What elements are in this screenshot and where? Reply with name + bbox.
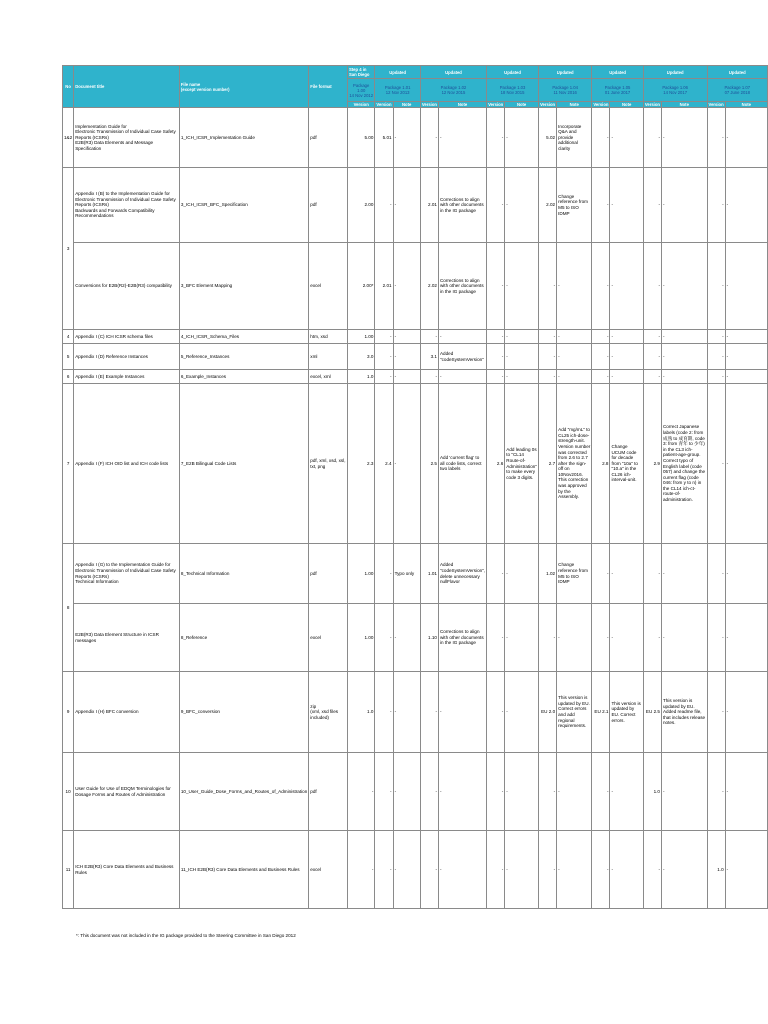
doc-title: ICH E2B(R3) Core Data Elements and Business Rules <box>74 831 180 909</box>
note-cell: Corrections to align with other documents in the IG package <box>438 168 486 243</box>
version-step4: 1.0 <box>347 370 374 384</box>
doc-title: Appendix I (E) Example Instances <box>74 370 180 384</box>
table-row <box>63 604 768 672</box>
header-note: Note <box>557 102 592 108</box>
note-cell: Correct Japanese labels (code 2: from 成熟 to 成育期, code 3: from 青年 to 少年) in the CL3 ich-patient-age-group. Correct typo of English label (code 057) and change the current flag (code 046: from y to n) in the CL14 ich-ct-route-of-administration. <box>661 384 707 544</box>
version-step4: 1.00 <box>347 544 374 604</box>
doc-file-name: 9_BFC_conversion <box>179 672 308 753</box>
doc-title: Conversions for E2B(R2)-E2B(R3) compatibility <box>74 243 180 330</box>
doc-title: Implementation Guide for Electronic Transmission of Individual Case Safety Reports (ICSRs) E2B(R3) Data Elements and Message Specification <box>74 108 180 168</box>
doc-file-name: 4_ICH_ICSR_Schema_Files <box>179 330 308 344</box>
version-cell: - <box>487 753 505 831</box>
version-cell: - <box>592 168 610 243</box>
note-cell: - <box>725 544 767 604</box>
version-cell: 2.8 <box>592 384 610 544</box>
version-cell: - <box>538 370 556 384</box>
note-cell: - <box>610 330 643 344</box>
note-cell: - <box>661 108 707 168</box>
version-cell: 2.01 <box>420 168 438 243</box>
doc-file-format: excel <box>309 831 348 909</box>
note-cell: - <box>393 672 420 753</box>
footnote: *: This document was not included in the IG package provided to the Steering Committee in San Diego 2012 <box>76 933 296 938</box>
version-cell: 2.9 <box>643 384 661 544</box>
version-cell: - <box>420 330 438 344</box>
doc-number: 6 <box>63 370 74 384</box>
doc-number: 5 <box>63 344 74 370</box>
version-cell: - <box>420 108 438 168</box>
note-cell: - <box>661 370 707 384</box>
header-package: Package 1.00 14 Nov 2012 <box>347 79 374 102</box>
note-cell: Typo only <box>393 544 420 604</box>
table-row <box>63 544 768 604</box>
note-cell: Corrections to align with other documents in the IG package <box>438 243 486 330</box>
version-cell: - <box>707 753 725 831</box>
note-cell: - <box>393 604 420 672</box>
note-cell: - <box>610 831 643 909</box>
version-cell: - <box>592 753 610 831</box>
note-cell: - <box>393 753 420 831</box>
header-version: Version <box>708 102 724 107</box>
version-cell: - <box>420 672 438 753</box>
version-cell: - <box>375 330 393 344</box>
version-cell: EU 2.0 <box>538 672 556 753</box>
version-cell: - <box>538 831 556 909</box>
version-cell: - <box>538 753 556 831</box>
version-cell: 1.02 <box>538 544 556 604</box>
version-cell: - <box>420 753 438 831</box>
version-cell: - <box>487 672 505 753</box>
note-cell: Change reference from M5 to ISO IDMP <box>557 168 592 243</box>
header-version: Version <box>421 102 437 107</box>
version-cell: - <box>707 344 725 370</box>
version-step4: 2.00 <box>347 168 374 243</box>
version-cell: - <box>375 604 393 672</box>
note-cell: - <box>725 604 767 672</box>
version-cell: - <box>592 243 610 330</box>
version-cell: - <box>643 370 661 384</box>
doc-file-name: 8_Technical Information <box>179 544 308 604</box>
version-cell: 1.0 <box>707 831 725 909</box>
version-cell: - <box>487 544 505 604</box>
version-step4: 5.00 <box>347 108 374 168</box>
doc-file-format: pdf <box>309 168 348 243</box>
doc-title: User Guide for Use of EDQM Terminologies for Dosage Forms and Routes of Administration <box>74 753 180 831</box>
note-cell: - <box>438 831 486 909</box>
note-cell: Add "mg/mL" to CL25 ich-dose-strength-unit. Version number was corrected from 2.6 to 2.7 after the sign-off on 10Nov2016. This correction was approved by the Assembly. <box>557 384 592 544</box>
version-cell: - <box>643 330 661 344</box>
note-cell: - <box>725 831 767 909</box>
header-note: Note <box>610 102 643 108</box>
note-cell: This version is updated by EU. Correct errors. <box>610 672 643 753</box>
doc-number: 9 <box>63 672 74 753</box>
note-cell: This version is updated by EU. Correct errors and add regional requirements. <box>557 672 592 753</box>
note-cell: This version is updated by EU. Added readme file, that includes release notes. <box>661 672 707 753</box>
table-row <box>63 384 768 544</box>
note-cell: - <box>438 108 486 168</box>
doc-number: 7 <box>63 384 74 544</box>
version-cell: 5.02 <box>538 108 556 168</box>
header-version: Version <box>376 102 392 107</box>
version-step4: - <box>347 753 374 831</box>
note-cell: - <box>438 672 486 753</box>
version-cell: 3.1 <box>420 344 438 370</box>
version-cell: - <box>375 753 393 831</box>
version-cell: - <box>375 672 393 753</box>
version-cell: - <box>707 672 725 753</box>
note-cell: - <box>557 831 592 909</box>
header-updated: Updated <box>420 66 486 79</box>
version-cell: - <box>538 330 556 344</box>
doc-title: Appendix I (H) BFC conversion <box>74 672 180 753</box>
version-cell: - <box>592 344 610 370</box>
note-cell: - <box>393 831 420 909</box>
note-cell: - <box>557 344 592 370</box>
doc-file-name: 7_E2B Bilingual Code Lists <box>179 384 308 544</box>
doc-file-format: pdf, xml, xsd, xsl, txt, png <box>309 384 348 544</box>
note-cell: - <box>661 544 707 604</box>
note-cell: - <box>505 672 539 753</box>
header-version: Version <box>347 102 374 108</box>
header-package: Package 1.01 12 Nov 2013 <box>375 79 420 102</box>
version-cell: - <box>707 168 725 243</box>
version-cell: - <box>643 108 661 168</box>
doc-number: 8 <box>63 544 74 672</box>
note-cell: - <box>393 384 420 544</box>
header-note: Note <box>725 102 767 108</box>
note-cell: - <box>661 753 707 831</box>
version-cell: - <box>643 544 661 604</box>
version-cell: - <box>643 243 661 330</box>
version-step4: 2.3 <box>347 384 374 544</box>
header-note: Note <box>661 102 707 108</box>
note-cell: - <box>661 344 707 370</box>
note-cell: Added "codeSystemVersion", delete unnecessary nullFlavor <box>438 544 486 604</box>
version-cell: EU 2.5 <box>643 672 661 753</box>
table-row <box>63 370 768 384</box>
doc-number: 10 <box>63 753 74 831</box>
version-cell: - <box>375 370 393 384</box>
table-row <box>63 831 768 909</box>
version-cell: - <box>487 243 505 330</box>
version-cell: - <box>643 831 661 909</box>
table-row <box>63 108 768 168</box>
doc-file-name: 5_Reference_Instances <box>179 344 308 370</box>
header-note: Note <box>438 102 486 108</box>
doc-file-name: 3_ICH_ICSR_BFC_Specification <box>179 168 308 243</box>
doc-file-format: excel, xml <box>309 370 348 384</box>
version-cell: - <box>375 831 393 909</box>
doc-file-name: 10_User_Guide_Dose_Forms_and_Routes_of_Administration <box>179 753 308 831</box>
note-cell: Add 'current flag' to all code lists, correct two labels <box>438 384 486 544</box>
note-cell: Change reference from M5 to ISO IDMP <box>557 544 592 604</box>
note-cell: - <box>505 831 539 909</box>
version-cell: - <box>538 344 556 370</box>
doc-file-format: pdf <box>309 544 348 604</box>
header-file-format: File format <box>309 66 348 108</box>
doc-file-name: 6_Example_Instances <box>179 370 308 384</box>
version-cell: - <box>592 370 610 384</box>
note-cell: - <box>505 243 539 330</box>
note-cell: Incorporate Q&A and provide additional clarity <box>557 108 592 168</box>
header-package: Package 1.03 18 Nov 2015 <box>487 79 539 102</box>
note-cell: - <box>393 370 420 384</box>
version-cell: - <box>487 604 505 672</box>
version-cell: - <box>487 108 505 168</box>
version-cell: - <box>375 544 393 604</box>
version-cell: - <box>487 168 505 243</box>
note-cell: - <box>725 108 767 168</box>
doc-file-name: 3_BFC Element Mapping <box>179 243 308 330</box>
version-cell: - <box>375 344 393 370</box>
note-cell: Added "codeSystemVersion" <box>438 344 486 370</box>
version-cell: - <box>707 330 725 344</box>
version-cell: - <box>592 831 610 909</box>
version-cell: - <box>487 330 505 344</box>
header-version: Version <box>593 102 609 107</box>
doc-file-format: excel <box>309 243 348 330</box>
note-cell: - <box>438 370 486 384</box>
doc-title: Appendix I (C) ICH ICSR schema files <box>74 330 180 344</box>
header-version: Version <box>488 102 504 107</box>
note-cell: - <box>505 544 539 604</box>
version-cell: - <box>707 108 725 168</box>
version-cell: - <box>707 544 725 604</box>
version-cell: - <box>592 330 610 344</box>
version-cell: - <box>707 604 725 672</box>
note-cell: - <box>610 753 643 831</box>
version-cell: - <box>592 108 610 168</box>
version-cell: - <box>707 384 725 544</box>
version-cell: - <box>592 604 610 672</box>
version-cell: - <box>538 243 556 330</box>
header-package: Package 1.06 14 Nov 2017 <box>643 79 707 102</box>
header-no: No <box>63 66 74 108</box>
doc-title: Appendix I (G) to the Implementation Guide for Electronic Transmission of Individual Case Safety Reports (ICSRs) Technical Information <box>74 544 180 604</box>
note-cell: - <box>393 344 420 370</box>
doc-title: Appendix I (F) ICH OID list and ICH code lists <box>74 384 180 544</box>
note-cell: - <box>610 604 643 672</box>
version-cell: - <box>538 604 556 672</box>
note-cell: - <box>505 753 539 831</box>
header-updated: Updated <box>592 66 644 79</box>
header-package: Package 1.04 11 Nov 2016 <box>538 79 591 102</box>
version-cell: 5.01 <box>375 108 393 168</box>
note-cell: - <box>505 370 539 384</box>
version-cell: 2.02 <box>420 243 438 330</box>
version-step4: 3.0 <box>347 344 374 370</box>
note-cell: - <box>661 243 707 330</box>
note-cell: - <box>661 604 707 672</box>
version-cell: - <box>487 831 505 909</box>
header-document-title: Document title <box>74 66 180 108</box>
doc-title: Appendix I (B) to the Implementation Guide for Electronic Transmission of Individual Case Safety Reports (ICSRs) Backwards and Forwards Compatibility Recommendations <box>74 168 180 243</box>
version-cell: 2.01 <box>375 243 393 330</box>
note-cell: - <box>610 344 643 370</box>
doc-file-format: xml <box>309 344 348 370</box>
header-updated: Updated <box>487 66 539 79</box>
note-cell: - <box>725 672 767 753</box>
version-cell: - <box>643 604 661 672</box>
version-cell: - <box>643 344 661 370</box>
header-updated: Updated <box>643 66 707 79</box>
version-cell: - <box>707 243 725 330</box>
version-cell: - <box>375 168 393 243</box>
table-row <box>63 344 768 370</box>
note-cell: - <box>393 243 420 330</box>
note-cell: - <box>725 168 767 243</box>
doc-title: Appendix I (D) Reference Instances <box>74 344 180 370</box>
version-cell: - <box>643 168 661 243</box>
doc-number: 11 <box>63 831 74 909</box>
note-cell: - <box>725 384 767 544</box>
version-cell: 2.02 <box>538 168 556 243</box>
header-version: Version <box>539 102 556 107</box>
version-cell: 1.0 <box>643 753 661 831</box>
header-updated: Updated <box>707 66 767 79</box>
header-updated: Updated <box>375 66 420 79</box>
version-step4: 1.00 <box>347 330 374 344</box>
note-cell: - <box>725 753 767 831</box>
version-cell: EU 2.1 <box>592 672 610 753</box>
version-cell: - <box>420 370 438 384</box>
version-cell: 1.10 <box>420 604 438 672</box>
version-cell: - <box>592 544 610 604</box>
version-cell: - <box>420 831 438 909</box>
table-header <box>63 66 768 108</box>
version-cell: 2.4 <box>375 384 393 544</box>
note-cell: - <box>557 370 592 384</box>
note-cell: - <box>557 330 592 344</box>
note-cell: - <box>505 604 539 672</box>
note-cell: - <box>725 330 767 344</box>
note-cell: - <box>725 370 767 384</box>
note-cell: - <box>610 108 643 168</box>
note-cell: - <box>557 604 592 672</box>
header-note: Note <box>505 102 539 108</box>
version-cell: 2.5 <box>420 384 438 544</box>
note-cell: - <box>393 168 420 243</box>
version-cell: 1.01 <box>420 544 438 604</box>
doc-file-format: htm, xsd <box>309 330 348 344</box>
table-row <box>63 330 768 344</box>
note-cell: - <box>610 168 643 243</box>
version-cell: - <box>487 370 505 384</box>
version-cell: 2.7 <box>538 384 556 544</box>
header-updated: Updated <box>538 66 591 79</box>
note-cell: - <box>725 344 767 370</box>
note-cell: - <box>505 344 539 370</box>
note-cell: - <box>661 831 707 909</box>
header-package: Package 1.02 12 Nov 2015 <box>420 79 486 102</box>
note-cell: - <box>393 108 420 168</box>
note-cell: - <box>610 544 643 604</box>
note-cell: - <box>438 330 486 344</box>
version-step4: 1.00 <box>347 604 374 672</box>
header-note: Note <box>393 102 420 108</box>
header-step4: Step 4 in San Diego <box>347 66 374 79</box>
doc-file-name: 1_ICH_ICSR_Implementation Guide <box>179 108 308 168</box>
note-cell: - <box>557 243 592 330</box>
note-cell: - <box>393 330 420 344</box>
doc-file-format: pdf <box>309 108 348 168</box>
note-cell: Add leading 0s to "CL14 Route-of-Administration" to make every code 3 digits. <box>505 384 539 544</box>
doc-number: 3 <box>63 168 74 330</box>
note-cell: - <box>725 243 767 330</box>
doc-file-format: excel <box>309 604 348 672</box>
doc-number: 1&2 <box>63 108 74 168</box>
note-cell: - <box>505 108 539 168</box>
header-package: Package 1.07 07 June 2018 <box>707 79 767 102</box>
header-version: Version <box>644 102 660 107</box>
header-package: Package 1.05 01 June 2017 <box>592 79 644 102</box>
table-row <box>63 168 768 243</box>
version-cell: - <box>707 370 725 384</box>
table-row <box>63 672 768 753</box>
table-row <box>63 753 768 831</box>
doc-file-name: 8_Reference <box>179 604 308 672</box>
note-cell: - <box>610 243 643 330</box>
note-cell: - <box>610 370 643 384</box>
doc-file-name: 11_ICH E2B(R3) Core Data Elements and Business Rules <box>179 831 308 909</box>
note-cell: Corrections to align with other documents in the IG package <box>438 604 486 672</box>
doc-number: 4 <box>63 330 74 344</box>
note-cell: - <box>557 753 592 831</box>
version-step4: 1.0 <box>347 672 374 753</box>
document-change-history-table <box>62 65 768 909</box>
version-step4: 2.00* <box>347 243 374 330</box>
version-cell: 2.6 <box>487 384 505 544</box>
version-cell: - <box>487 344 505 370</box>
header-file-name: File name (except version number) <box>179 66 308 108</box>
note-cell: Change UCUM code for decade from "10a" to "10.a" in the CL26 ich-interval-unit. <box>610 384 643 544</box>
doc-file-format: pdf <box>309 753 348 831</box>
note-cell: - <box>505 330 539 344</box>
table-row <box>63 243 768 330</box>
note-cell: - <box>438 753 486 831</box>
doc-title: E2B(R3) Data Element Structure in ICSR messages <box>74 604 180 672</box>
doc-file-format: zip (xml, xsd files included) <box>309 672 348 753</box>
note-cell: - <box>661 330 707 344</box>
version-step4: - <box>347 831 374 909</box>
note-cell: - <box>661 168 707 243</box>
note-cell: - <box>505 168 539 243</box>
